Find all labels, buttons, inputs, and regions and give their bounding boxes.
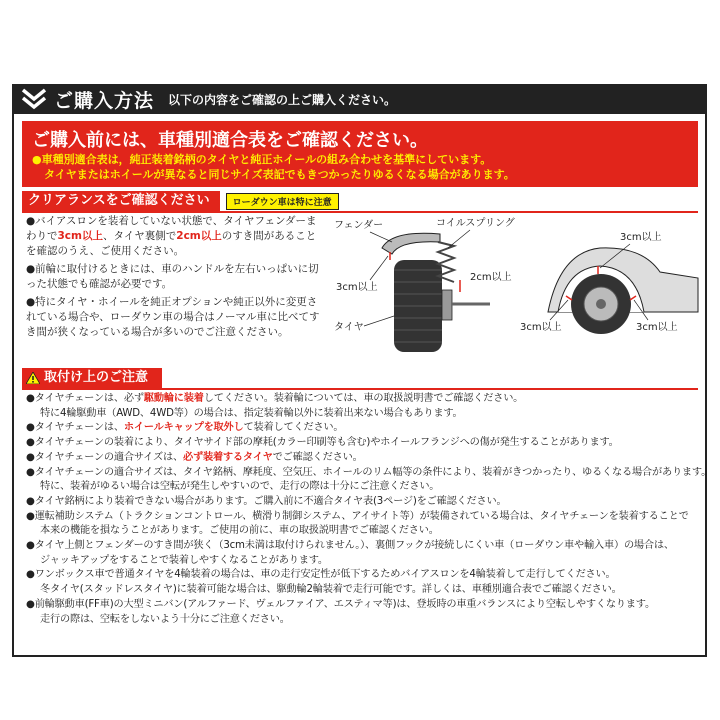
note-6: ●タイヤ銘柄により装着できない場合があります。ご購入前に不適合タイヤ表(3ページ)をご確認ください。: [26, 495, 507, 507]
note-3: ●タイヤチェーンの装着により、タイヤサイド部の摩耗(カラー印刷等も含む)やホイールフランジへの傷が発生することがあります。: [26, 437, 619, 449]
note-1-cont: 特に4輪駆動車（AWD、4WD等）の場合は、指定装着輪以外に装着出来ない場合もあります。: [40, 407, 463, 419]
fender-label: フェンダー: [334, 220, 384, 231]
note-2: ●タイヤチェーンは、ホイールキャップを取外して装着してください。: [26, 422, 344, 434]
note-10-cont: 走行の際は、空転をしないよう十分にご注意ください。: [40, 613, 290, 625]
note-7-cont: 本来の機能を損なうことがあります。ご使用の前に、車の取扱説明書でご確認ください。: [40, 525, 439, 537]
clearance-title: クリアランスをご確認ください: [22, 191, 220, 211]
clearance-2cm: 2cm以上: [470, 272, 512, 283]
page-title: ご購入方法: [54, 89, 155, 112]
notes-list: [26, 392, 712, 627]
notes-header: [22, 368, 698, 390]
chevron-down-icon: [20, 87, 48, 111]
note-1: ●タイヤチェーンは、必ず駆動輪に装着してください。装着輪については、車の取扱説明書でご確認ください。: [26, 393, 524, 404]
warning-icon: [26, 372, 40, 384]
notice-line-2: タイヤまたはホイールが異なると同じサイズ表記でもきつかったりゆるくなる場合があります。: [44, 168, 515, 181]
note-8-cont: ジャッキアップをすることで装着しやすくなることがあります。: [40, 554, 328, 566]
note-9: ●ワンボックス車で普通タイヤを4輪装着の場合は、車の走行安定性が低下するためバイアスロンを4輪装着して走行してください。: [26, 569, 616, 581]
notice-line-1: ●車種別適合表は，純正装着銘柄のタイヤと純正ホイールの組み合わせを基準にしています。: [32, 153, 492, 166]
note-7: ●運転補助システム（トラクションコントロール、横滑り制御システム、アイサイト等）が装備されている場合は、タイヤチェーンを装着することで: [26, 510, 689, 522]
clearance-item-1: ●バイアスロンを装着していない状態で、タイヤフェンダーまわりで3cm以上、タイヤ裏側で2cm以上のすき間があることを確認のうえ、ご使用ください。: [26, 215, 317, 257]
coil-spring-shape: [438, 242, 454, 282]
fender-shape: [382, 233, 440, 254]
notes-title: 取付け上のご注意: [44, 370, 149, 385]
clearance-3cm-top: 3cm以上: [620, 232, 662, 243]
clearance-item-2: ●前輪に取付けるときには、車のハンドルを左右いっぱいに切った状態でも確認が必要です。: [26, 263, 319, 290]
clearance-text: [26, 214, 326, 343]
clearance-item-3: ●特にタイヤ・ホイールを純正オプションや純正以外に変更されている場合や、ローダウン車の場合はノーマル車に比べてすき間が狭くなっている場合が多いのでご注意ください。: [26, 296, 320, 338]
note-5: ●タイヤチェーンの適合サイズは、タイヤ銘柄、摩耗度、空気圧、ホイールのリム幅等の条件により、装着がきつかったり、ゆるくなる場合があります。: [26, 466, 712, 478]
page-subtitle: 以下の内容をご確認の上ご購入ください。: [168, 92, 397, 107]
clearance-3cm-rear: 3cm以上: [520, 322, 562, 333]
notice-box: [22, 121, 698, 187]
tire-label: タイヤ: [334, 322, 364, 333]
clearance-3cm-left: 3cm以上: [336, 282, 378, 293]
notice-heading: ご購入前には、車種別適合表をご確認ください。: [32, 130, 428, 151]
note-5-cont: 特に、装着がゆるい場合は空転が発生しやすいので、走行の際は十分にご注意ください。: [40, 481, 440, 493]
lowdown-tag: ローダウン車は特に注意: [226, 193, 339, 210]
note-8: ●タイヤ上側とフェンダーのすき間が狭く（3cm未満は取付けられません。）、裏側フックが接続しにくい車（ローダウン車や輸入車）の場合は、: [26, 540, 674, 552]
note-10: ●前輪駆動車(FF車)の大型ミニバン(アルファード、ヴェルファイア、エスティマ等)は、登坂時の車重バランスにより空転しやすくなります。: [26, 598, 655, 610]
title-bar: [12, 84, 707, 114]
notes-title-wrap: [22, 368, 162, 388]
note-4: ●タイヤチェーンの適合サイズは、必ず装着するタイヤでご確認ください。: [26, 451, 363, 463]
clearance-header: [22, 191, 698, 213]
note-9-cont: 冬タイヤ(スタッドレスタイヤ)に装着可能な場合は、駆動輪2輪装着で走行可能です。詳しくは、車種別適合表でご確認ください。: [40, 584, 622, 596]
coil-label: コイルスプリング: [436, 218, 515, 229]
clearance-diagram: [330, 212, 700, 362]
clearance-3cm-front: 3cm以上: [636, 322, 678, 333]
